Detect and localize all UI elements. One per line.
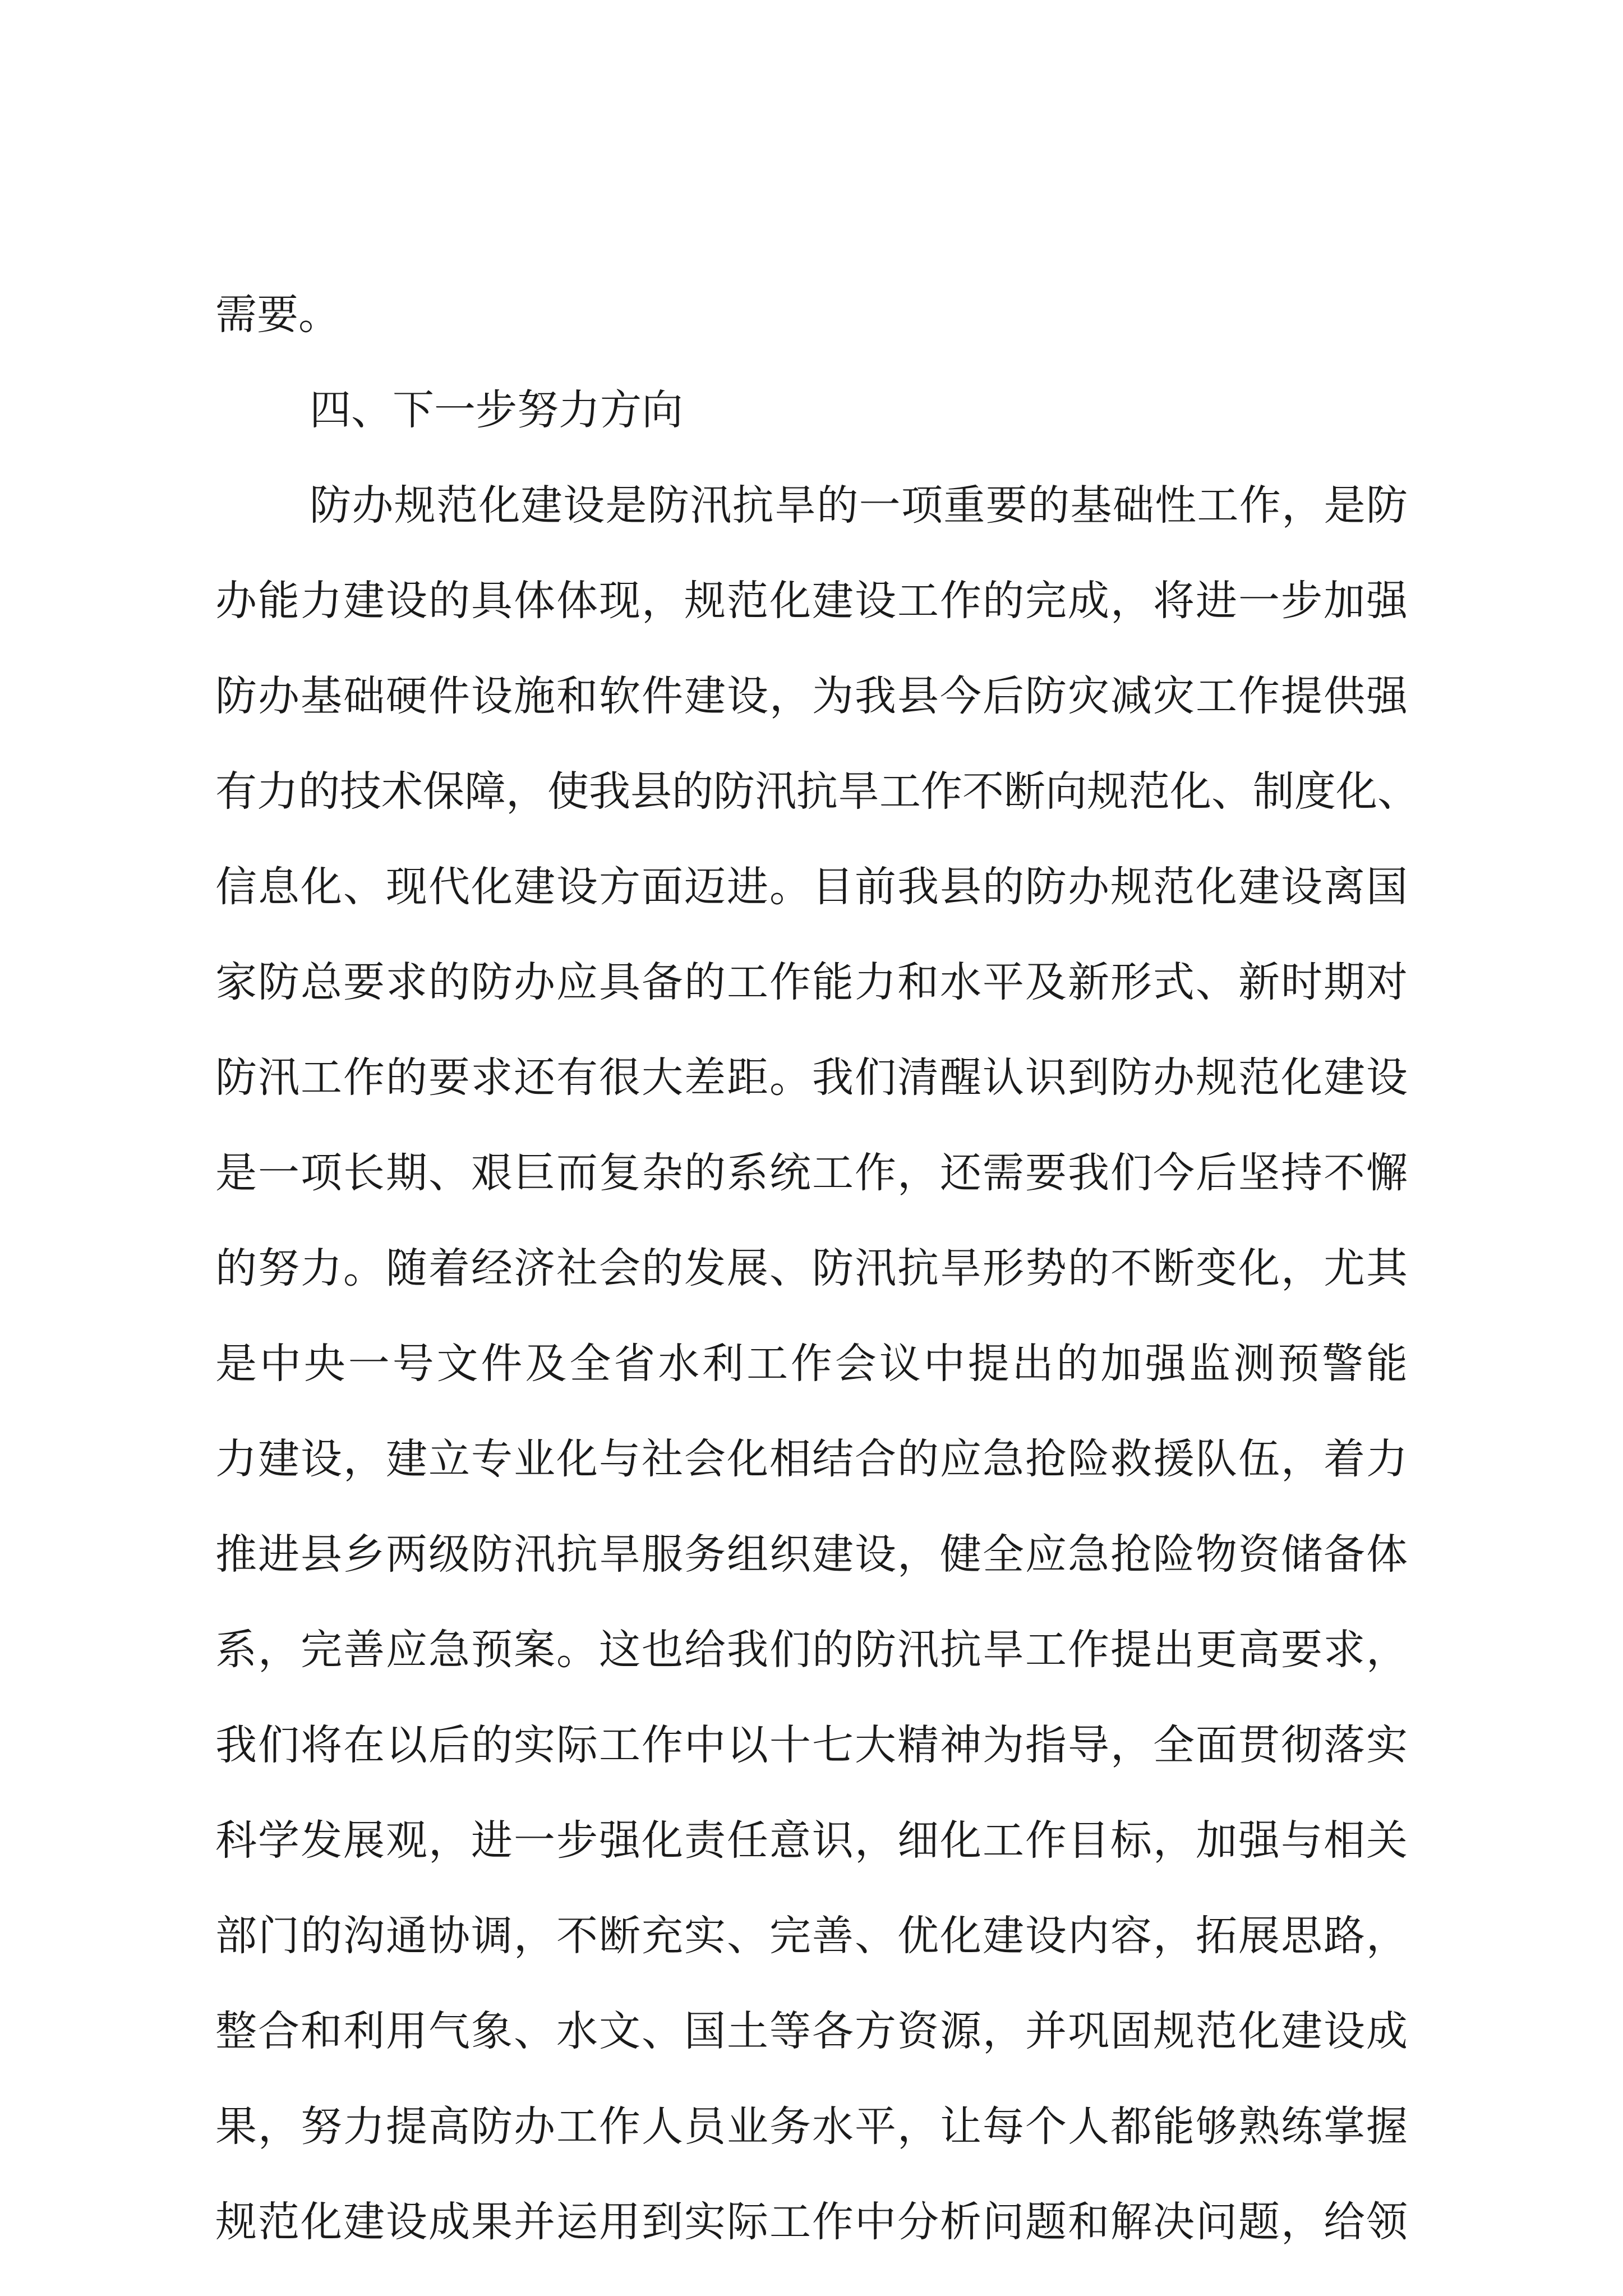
text-line-16: 我们将在以后的实际工作中以十七大精神为指导，全面贯彻落实 bbox=[215, 1721, 1408, 1769]
text-line-9: 防汛工作的要求还有很大差距。我们清醒认识到防办规范化建设 bbox=[215, 1053, 1408, 1102]
text-line-6: 有力的技术保障，使我县的防汛抗旱工作不断向规范化、制度化、 bbox=[215, 767, 1419, 816]
text-line-7: 信息化、现代化建设方面迈进。目前我县的防办规范化建设离国 bbox=[215, 863, 1408, 911]
text-line-11: 的努力。随着经济社会的发展、防汛抗旱形势的不断变化，尤其 bbox=[215, 1244, 1408, 1292]
text-line-20: 果，努力提高防办工作人员业务水平，让每个人都能够熟练掌握 bbox=[215, 2102, 1408, 2151]
text-line-3: 防办规范化建设是防汛抗旱的一项重要的基础性工作，是防 bbox=[310, 481, 1408, 530]
text-line-1: 需要。 bbox=[215, 291, 340, 339]
text-line-18: 部门的沟通协调，不断充实、完善、优化建设内容，拓展思路， bbox=[215, 1912, 1408, 1960]
text-line-4: 办能力建设的具体体现，规范化建设工作的完成，将进一步加强 bbox=[215, 577, 1408, 625]
section-heading: 四、下一步努力方向 bbox=[310, 386, 683, 434]
text-line-8: 家防总要求的防办应具备的工作能力和水平及新形式、新时期对 bbox=[215, 958, 1408, 1006]
text-line-15: 系，完善应急预案。这也给我们的防汛抗旱工作提出更高要求， bbox=[215, 1626, 1408, 1674]
text-line-19: 整合和利用气象、水文、国土等各方资源，并巩固规范化建设成 bbox=[215, 2007, 1408, 2055]
text-line-12: 是中央一号文件及全省水利工作会议中提出的加强监测预警能 bbox=[215, 1340, 1408, 1388]
text-line-5: 防办基础硬件设施和软件建设，为我县今后防灾减灾工作提供强 bbox=[215, 672, 1408, 720]
text-line-21: 规范化建设成果并运用到实际工作中分析问题和解决问题，给领 bbox=[215, 2198, 1408, 2246]
text-line-13: 力建设，建立专业化与社会化相结合的应急抢险救援队伍，着力 bbox=[215, 1435, 1408, 1483]
text-line-17: 科学发展观，进一步强化责任意识，细化工作目标，加强与相关 bbox=[215, 1816, 1408, 1865]
text-line-10: 是一项长期、艰巨而复杂的系统工作，还需要我们今后坚持不懈 bbox=[215, 1149, 1408, 1197]
text-line-14: 推进县乡两级防汛抗旱服务组织建设，健全应急抢险物资储备体 bbox=[215, 1530, 1408, 1579]
